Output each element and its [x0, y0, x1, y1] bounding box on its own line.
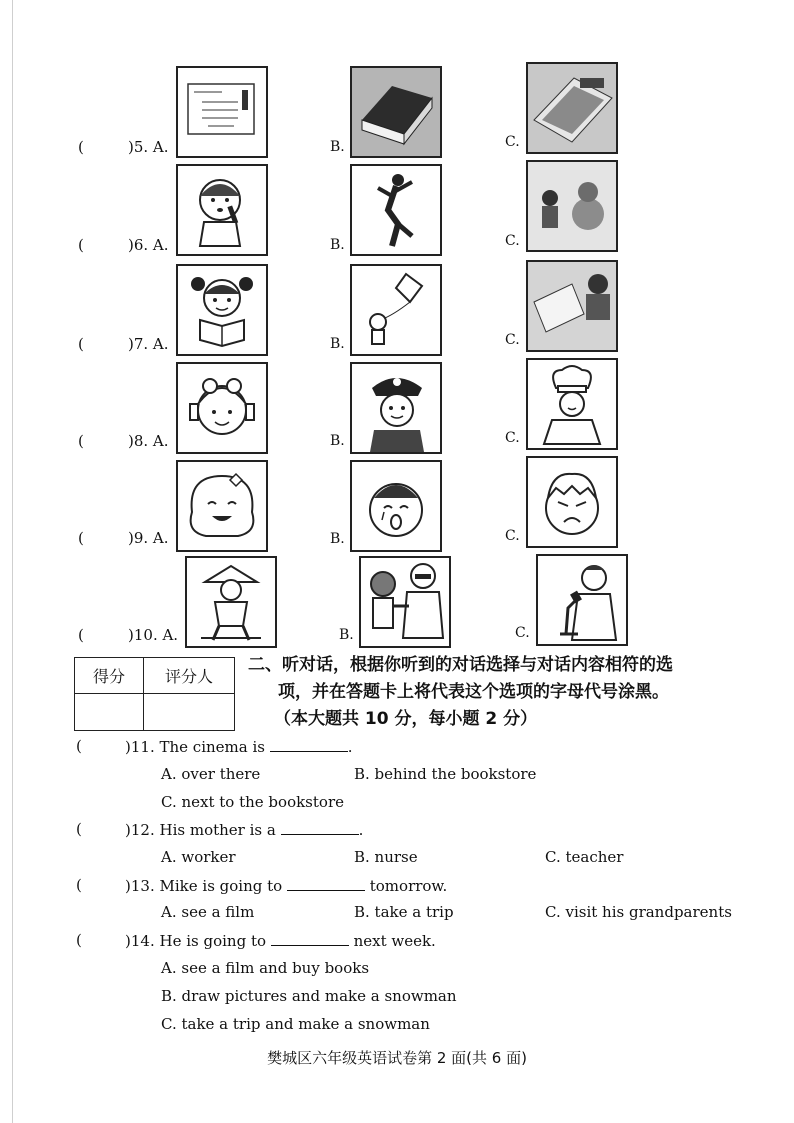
answer-blank [281, 820, 359, 835]
option-label-c: C. [515, 625, 530, 641]
option-image-a[interactable] [176, 460, 268, 552]
option-image-a[interactable] [185, 556, 277, 648]
question-number: )6. A. [128, 236, 169, 254]
kids-making-snowman-photo-icon [528, 162, 616, 250]
stem-end: . [347, 738, 353, 756]
option-label-c: C. [505, 332, 520, 348]
option-b[interactable]: B. draw pictures and make a snowman [161, 987, 457, 1005]
grader-label: 评分人 [144, 658, 235, 694]
stem-end: next week. [353, 932, 436, 950]
stem-end: . [358, 821, 364, 839]
stem-end: tomorrow. [369, 877, 448, 895]
answer-bracket[interactable]: ( [78, 529, 84, 547]
option-label-b: B. [339, 627, 354, 643]
option-image-b[interactable] [350, 460, 442, 552]
option-image-b[interactable] [350, 362, 442, 454]
score-label: 得分 [75, 658, 144, 694]
boy-flying-kite-icon [352, 266, 440, 354]
question-number: )12. [125, 821, 155, 839]
answer-bracket[interactable]: ( [78, 138, 84, 156]
question-number: )10. A. [128, 626, 179, 644]
answer-bracket[interactable]: ( [76, 931, 82, 949]
girl-singing-icon [178, 166, 266, 254]
happy-girl-icon [178, 462, 266, 550]
question-number: )8. A. [128, 432, 169, 450]
score-table [74, 657, 235, 731]
option-label-c: C. [505, 134, 520, 150]
option-label-c: C. [505, 233, 520, 249]
page-footer: 樊城区六年级英语试卷第 2 面(共 6 面) [267, 1049, 527, 1067]
option-label-b: B. [330, 531, 345, 547]
option-image-a[interactable] [176, 362, 268, 454]
option-label-b: B. [330, 336, 345, 352]
option-b[interactable]: B. behind the bookstore [354, 765, 537, 783]
option-a[interactable]: A. worker [161, 848, 236, 866]
option-image-b[interactable] [350, 164, 442, 256]
option-image-c[interactable] [526, 160, 618, 252]
doctor-and-patient-icon [361, 558, 449, 646]
section-heading-line2: 项，并在答题卡上将代表这个选项的字母代号涂黑。 [278, 682, 669, 702]
option-image-a[interactable] [176, 66, 268, 158]
stem-text: He is going to [159, 932, 267, 950]
page-edge [12, 0, 13, 1123]
question-number: )7. A. [128, 335, 169, 353]
question-number: )14. [125, 932, 155, 950]
answer-blank [270, 737, 348, 752]
option-a[interactable]: A. over there [161, 765, 261, 783]
answer-bracket[interactable]: ( [78, 626, 84, 644]
angry-boy-icon [528, 458, 616, 546]
option-c[interactable]: C. teacher [545, 848, 624, 866]
option-image-c[interactable] [526, 358, 618, 450]
police-officer-icon [352, 364, 440, 452]
answer-blank [287, 876, 365, 891]
option-a[interactable]: A. see a film [161, 903, 255, 921]
section-heading-line3: （本大题共 10 分，每小题 2 分） [274, 709, 538, 729]
section-heading-line1: 二、听对话，根据你听到的对话选择与对话内容相符的选 [248, 655, 673, 675]
answer-bracket[interactable]: ( [76, 876, 82, 894]
book-icon [352, 68, 440, 156]
option-image-b[interactable] [359, 556, 451, 648]
option-label-b: B. [330, 237, 345, 253]
option-image-b[interactable] [350, 264, 442, 356]
option-label-b: B. [330, 139, 345, 155]
answer-blank [271, 931, 349, 946]
girl-reading-icon [178, 266, 266, 354]
answer-bracket[interactable]: ( [78, 432, 84, 450]
option-b[interactable]: B. take a trip [354, 903, 454, 921]
dancer-icon [352, 166, 440, 254]
question-stem [125, 737, 353, 756]
question-stem [125, 931, 436, 950]
girl-drawing-photo-icon [528, 262, 616, 350]
answer-bracket[interactable]: ( [78, 335, 84, 353]
option-c[interactable]: C. visit his grandparents [545, 903, 732, 921]
option-b[interactable]: B. nurse [354, 848, 418, 866]
stem-text: Mike is going to [159, 877, 283, 895]
grader-cell[interactable] [144, 694, 235, 731]
question-number: )11. [125, 738, 155, 756]
option-label-b: B. [330, 433, 345, 449]
question-stem [125, 876, 447, 895]
question-number: )9. A. [128, 529, 169, 547]
option-a[interactable]: A. see a film and buy books [161, 959, 370, 977]
score-cell[interactable] [75, 694, 144, 731]
option-image-c[interactable] [536, 554, 628, 646]
question-number: )13. [125, 877, 155, 895]
magazine-photo-icon [528, 64, 616, 152]
question-number: )5. A. [128, 138, 169, 156]
scientist-microscope-icon [538, 556, 626, 644]
option-label-c: C. [505, 430, 520, 446]
option-image-a[interactable] [176, 264, 268, 356]
crying-boy-icon [352, 462, 440, 550]
option-image-b[interactable] [350, 66, 442, 158]
option-image-c[interactable] [526, 456, 618, 548]
option-c[interactable]: C. next to the bookstore [161, 793, 344, 811]
answer-bracket[interactable]: ( [76, 737, 82, 755]
answer-bracket[interactable]: ( [78, 236, 84, 254]
letter-card-icon [178, 68, 266, 156]
chef-icon [528, 360, 616, 448]
answer-bracket[interactable]: ( [76, 820, 82, 838]
pilot-girl-icon [178, 364, 266, 452]
stem-text: The cinema is [159, 738, 265, 756]
option-image-c[interactable] [526, 62, 618, 154]
option-image-a[interactable] [176, 164, 268, 256]
option-c[interactable]: C. take a trip and make a snowman [161, 1015, 430, 1033]
option-image-c[interactable] [526, 260, 618, 352]
farmer-icon [187, 558, 275, 646]
stem-text: His mother is a [159, 821, 276, 839]
option-label-c: C. [505, 528, 520, 544]
section-heading [248, 652, 748, 733]
question-stem [125, 820, 363, 839]
